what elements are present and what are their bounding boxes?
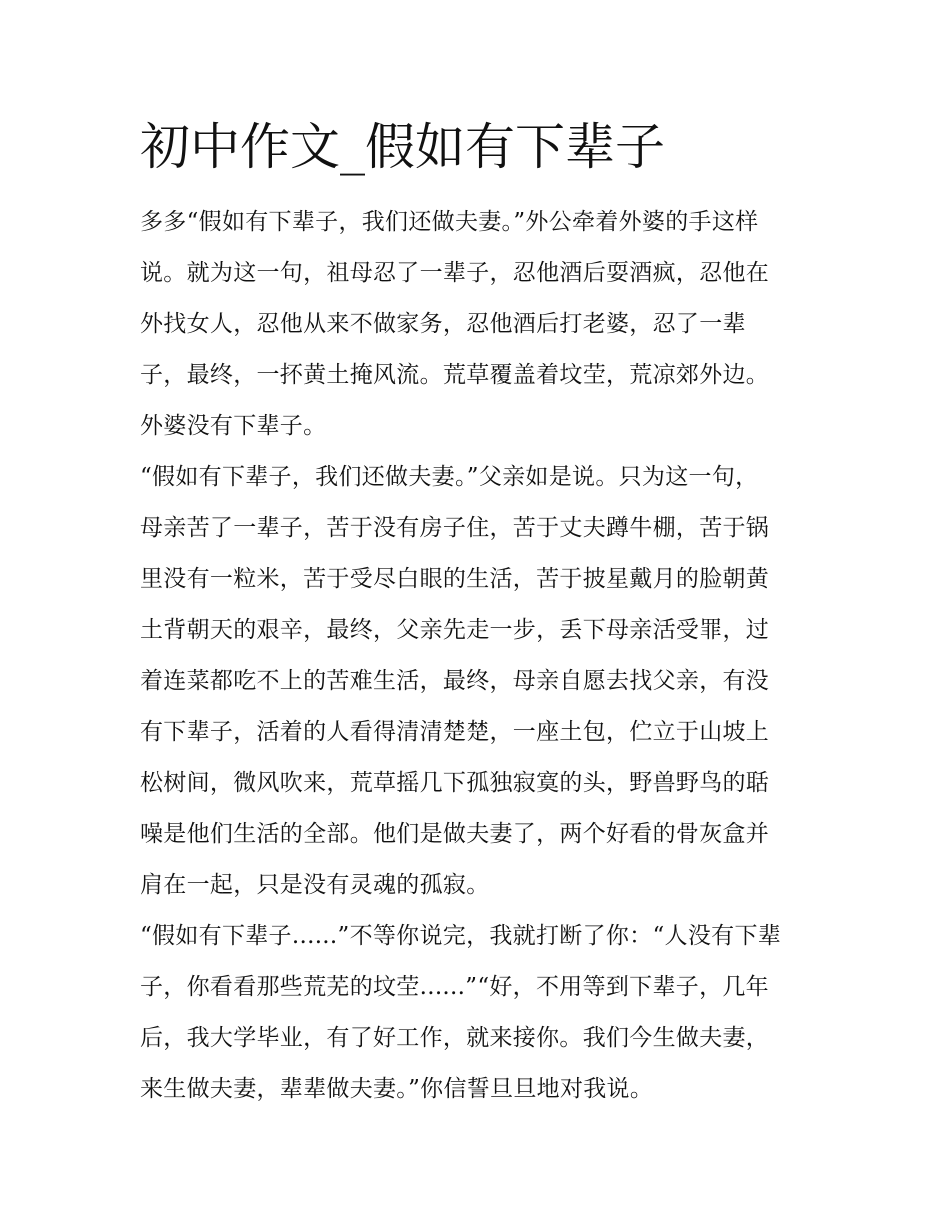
text-line-10: 着连菜都吃不上的苦难生活，最终，母亲自愿去找父亲，有没 [140, 668, 770, 694]
document-body [140, 197, 840, 1115]
text-line-17: 后，我大学毕业，有了好工作，就来接你。我们今生做夫妻， [140, 1025, 770, 1051]
text-line-13: 噪是他们生活的全部。他们是做夫妻了，两个好看的骨灰盒并 [140, 821, 770, 847]
document-title: 初中作文_假如有下辈子 [140, 118, 665, 176]
text-line-3: 外找女人，忍他从来不做家务，忍他酒后打老婆，忍了一辈 [140, 311, 746, 337]
text-line-1: 多多“假如有下辈子，我们还做夫妻。”外公牵着外婆的手这样 [140, 209, 759, 235]
text-line-15: “假如有下辈子......”不等你说完，我就打断了你：“人没有下辈 [140, 923, 782, 949]
text-line-14: 肩在一起，只是没有灵魂的孤寂。 [140, 872, 490, 898]
text-line-9: 土背朝天的艰辛，最终，父亲先走一步，丢下母亲活受罪，过 [140, 617, 770, 643]
text-line-11: 有下辈子，活着的人看得清清楚楚，一座土包，伫立于山坡上 [140, 719, 770, 745]
text-line-6: “假如有下辈子，我们还做夫妻。”父亲如是说。只为这一句， [140, 464, 759, 490]
text-line-16: 子，你看看那些荒芜的坟茔......”“好，不用等到下辈子，几年 [140, 974, 769, 1000]
text-line-8: 里没有一粒米，苦于受尽白眼的生活，苦于披星戴月的脸朝黄 [140, 566, 770, 592]
text-line-12: 松树间，微风吹来，荒草摇几下孤独寂寞的头，野兽野鸟的聒 [140, 770, 770, 796]
text-line-7: 母亲苦了一辈子，苦于没有房子住，苦于丈夫蹲牛棚，苦于锅 [140, 515, 770, 541]
text-line-2: 说。就为这一句，祖母忍了一辈子，忍他酒后耍酒疯，忍他在 [140, 260, 770, 286]
text-line-5: 外婆没有下辈子。 [140, 413, 327, 439]
text-line-18: 来生做夫妻，辈辈做夫妻。”你信誓旦旦地对我说。 [140, 1076, 654, 1102]
text-line-4: 子，最终，一抔黄土掩风流。荒草覆盖着坟茔，荒凉郊外边。 [140, 362, 770, 388]
